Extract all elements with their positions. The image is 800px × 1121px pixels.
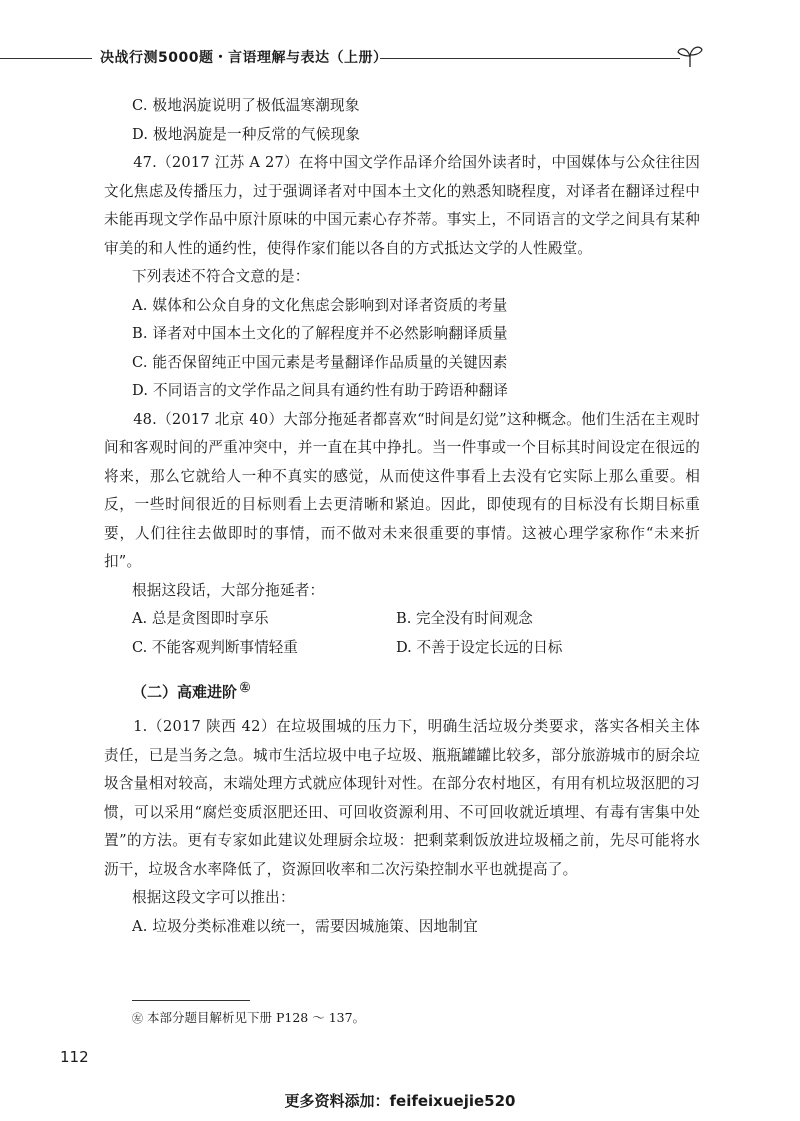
q47-stem: 47.（2017 江苏 A 27）在将中国文学作品译介给国外读者时，中国媒体与公众往往因文化焦虑及传播压力，过于强调译者对中国本土文化的熟悉知晓程度，对译者在翻译过程中未能再现文学作品中原汁原味的中国元素心存芥蒂。事实上，不同语言的文学之间具有某种审美的和人性的通约性，使得作家们能以各自的方式抵达文学的人性殿堂。 bbox=[104, 154, 700, 257]
q46-option-c: C. 极地涡旋说明了极低温寒潮现象 bbox=[132, 97, 360, 114]
page-content bbox=[104, 92, 700, 941]
q47-option-d: D. 不同语言的文学作品之间具有通约性有助于跨语种翻译 bbox=[132, 382, 509, 399]
section-title bbox=[132, 676, 700, 705]
q48-option-a: A. 总是贪图即时享乐 bbox=[132, 610, 269, 627]
q48-option-b: B. 完全没有时间观念 bbox=[396, 610, 533, 627]
footnote-mark: ㊧ bbox=[132, 1012, 143, 1025]
q48-stem: 48.（2017 北京 40）大部分拖延者都喜欢“时间是幻觉”这种概念。他们生活在主观时间和客观时间的严重冲突中，并一直在其中挣扎。当一件事或一个目标其时间设定在很远的将来，那么它就给人一种不真实的感觉，从而使这件事看上去没有它实际上那么重要。相反，一些时间很近的目标则看上去更清晰和紧迫。因此，即使现有的目标没有长期目标重要，人们往往去做即时的事情，而不做对未来很重要的事情。这被心理学家称作“未来折扣”。 bbox=[104, 410, 700, 570]
q46-option-d: D. 极地涡旋是一种反常的气候现象 bbox=[132, 125, 361, 143]
header-rule-right bbox=[380, 58, 680, 59]
section-title-text: （二）高难进阶 bbox=[132, 683, 238, 701]
section-footnote-mark: ㊧ bbox=[240, 683, 251, 694]
q48-option-c: C. 不能客观判断事情轻重 bbox=[132, 638, 298, 656]
q48-option-d: D. 不善于设定长远的日标 bbox=[396, 638, 563, 656]
footnote-text: 本部分题目解析见下册 P128 ～ 137。 bbox=[147, 1010, 366, 1025]
sprout-icon bbox=[676, 44, 704, 72]
header-title: 决战行测5000题・言语理解与表达（上册） bbox=[100, 50, 388, 66]
q48-options-row-1 bbox=[104, 605, 700, 634]
q1-stem: 1.（2017 陕西 42）在垃圾围城的压力下，明确生活垃圾分类要求，落实各相关主体责任，已是当务之急。城市生活垃圾中电子垃圾、瓶瓶罐罐比较多，部分旅游城市的厨余垃圾含量相对较高，末端处理方式就应体现针对性。在部分农村地区，有用有机垃圾沤肥的习惯，可以采用“腐烂变质沤肥还田、可回收资源利用、不可回收就近填埋、有毒有害集中处置”的方法。更有专家如此建议处理厨余垃圾：把剩菜剩饭放进垃圾桶之前，先尽可能将水沥干，垃圾含水率降低了，资源回收率和二次污染控制水平也就提高了。 bbox=[104, 718, 700, 878]
q1-question: 根据这段文字可以推出： bbox=[132, 889, 295, 906]
footnote bbox=[132, 1008, 365, 1026]
q48-question: 根据这段话，大部分拖延者： bbox=[132, 581, 325, 599]
watermark-text: 更多资料添加：feifeixuejie520 bbox=[284, 1092, 516, 1110]
q1-option-a: A. 垃圾分类标准难以统一，需要因城施策、因地制宜 bbox=[132, 917, 478, 935]
header-rule-left bbox=[0, 58, 92, 59]
running-header bbox=[0, 44, 800, 72]
footnote-rule bbox=[132, 1000, 250, 1001]
q47-option-a: A. 媒体和公众自身的文化焦虑会影响到对译者资质的考量 bbox=[132, 296, 508, 314]
q47-question: 下列表述不符合文意的是： bbox=[132, 268, 310, 285]
page-number: 112 bbox=[60, 1048, 89, 1066]
q47-option-c: C. 能否保留纯正中国元素是考量翻译作品质量的关键因素 bbox=[132, 353, 508, 371]
q47-option-b: B. 译者对中国本土文化的了解程度并不必然影响翻译质量 bbox=[132, 325, 508, 342]
q48-options-row-2 bbox=[104, 634, 700, 663]
